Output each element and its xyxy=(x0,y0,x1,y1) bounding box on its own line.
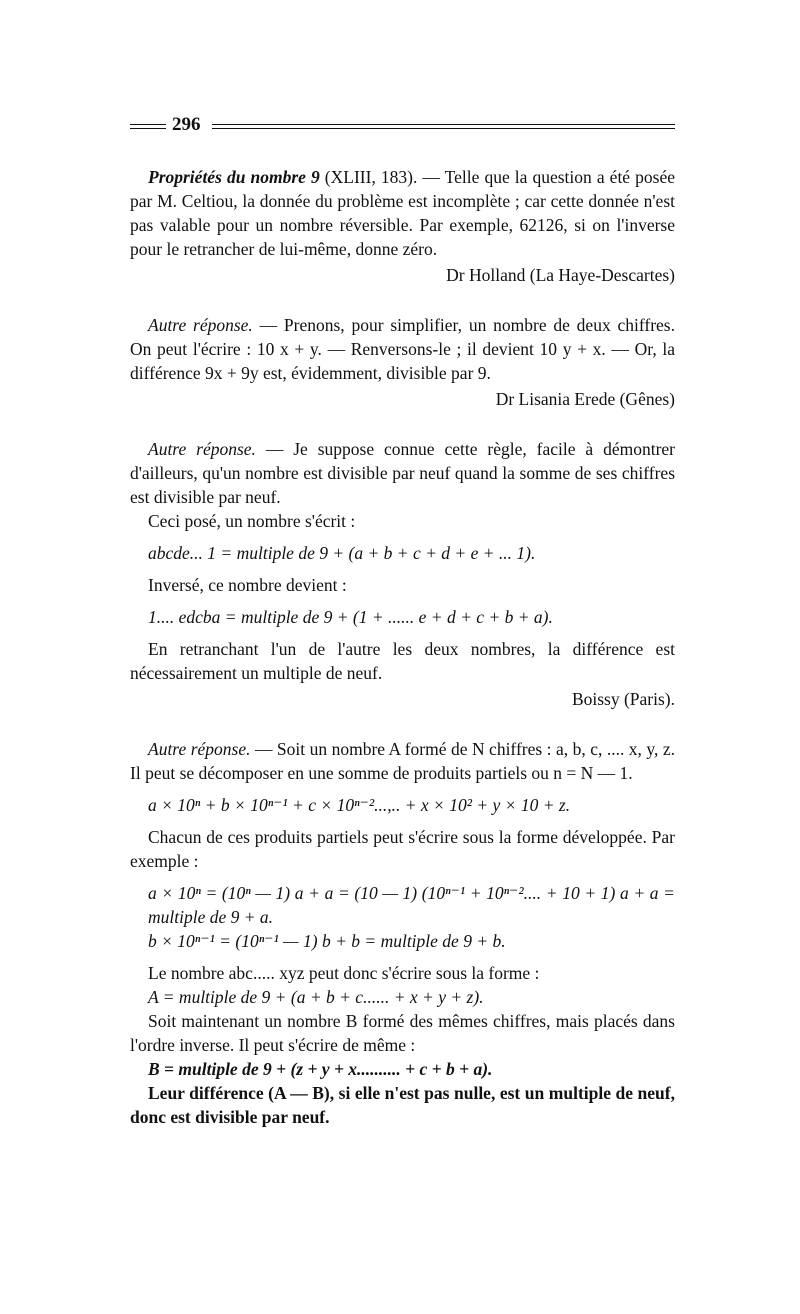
section-4-line-4: Leur différence (A — B), si elle n'est pas nulle, est un multiple de neuf, donc est divisible par neuf. xyxy=(130,1083,675,1127)
section-3-title: Autre réponse. xyxy=(148,439,256,459)
section-3-equation-2: 1.... edcba = multiple de 9 + (1 + ...... e + d + c + b + a). xyxy=(148,607,553,627)
section-1-title: Propriétés du nombre 9 xyxy=(148,167,320,187)
section-2-title: Autre réponse. xyxy=(148,315,253,335)
section-4-equation-5: B = multiple de 9 + (z + y + x.......... + c + b + a). xyxy=(148,1059,493,1079)
section-3-equation-1: abcde... 1 = multiple de 9 + (a + b + c + d + e + ... 1). xyxy=(148,543,536,563)
section-1-paragraph xyxy=(130,165,675,261)
section-4-equation-4: A = multiple de 9 + (a + b + c...... + x + y + z). xyxy=(148,987,484,1007)
section-4-equation-3: b × 10ⁿ⁻¹ = (10ⁿ⁻¹ — 1) b + b = multiple de 9 + b. xyxy=(148,931,506,951)
page-header xyxy=(130,114,675,142)
section-3-body: — Je suppose connue cette règle, facile à démontrer d'ailleurs, qu'un nombre est divisible par neuf quand la somme de ses chiffres est divisible par neuf. xyxy=(130,439,675,507)
section-2-paragraph xyxy=(130,313,675,385)
section-3-paragraph xyxy=(130,437,675,509)
header-rule-right xyxy=(212,124,675,129)
section-1-body: (XLIII, 183). — Telle que la question a été posée par M. Celtiou, la donnée du problème est incomplète ; car cette donnée n'est pas valable pour un nombre réversible. Par exemple, 62126, si on l'inverse pour le retrancher de lui-même, donne zéro. xyxy=(130,167,675,259)
page-content xyxy=(130,165,675,1129)
section-2-body: — Prenons, pour simplifier, un nombre de deux chiffres. On peut l'écrire : 10 x + y. — Renversons-le ; il devient 10 y + x. — Or, la différence 9x + 9y est, évidemment, divisible par 9. xyxy=(130,315,675,383)
section-3-line-3: En retranchant l'un de l'autre les deux nombres, la différence est nécessairement un multiple de neuf. xyxy=(130,639,675,683)
section-4-body: — Soit un nombre A formé de N chiffres : a, b, c, .... x, y, z. Il peut se décomposer en une somme de produits partiels ou n = N — 1. xyxy=(130,739,675,783)
section-3-line-2: Inversé, ce nombre devient : xyxy=(148,575,347,595)
section-2-signature: Dr Lisania Erede (Gênes) xyxy=(495,389,675,409)
section-4-title: Autre réponse. xyxy=(148,739,251,759)
page-number: 296 xyxy=(172,114,201,135)
section-4-equation-2: a × 10ⁿ = (10ⁿ — 1) a + a = (10 — 1) (10ⁿ⁻¹ + 10ⁿ⁻².... + 10 + 1) a + a = multiple de 9 + a. xyxy=(148,883,675,927)
section-4-line-2: Le nombre abc..... xyz peut donc s'écrire sous la forme : xyxy=(148,963,540,983)
section-4-paragraph xyxy=(130,737,675,785)
section-4-line-3: Soit maintenant un nombre B formé des mêmes chiffres, mais placés dans l'ordre inverse. Il peut s'écrire de même : xyxy=(130,1011,675,1055)
section-3-line-1: Ceci posé, un nombre s'écrit : xyxy=(148,511,356,531)
section-4-equation-1: a × 10ⁿ + b × 10ⁿ⁻¹ + c × 10ⁿ⁻²...,.. + x × 10² + y × 10 + z. xyxy=(148,795,571,815)
section-4-line-1: Chacun de ces produits partiels peut s'écrire sous la forme développée. Par exemple : xyxy=(130,827,675,871)
section-1-signature: Dr Holland (La Haye-Descartes) xyxy=(446,265,675,285)
section-3-signature: Boissy (Paris). xyxy=(571,689,675,709)
header-rule-left xyxy=(130,124,166,129)
